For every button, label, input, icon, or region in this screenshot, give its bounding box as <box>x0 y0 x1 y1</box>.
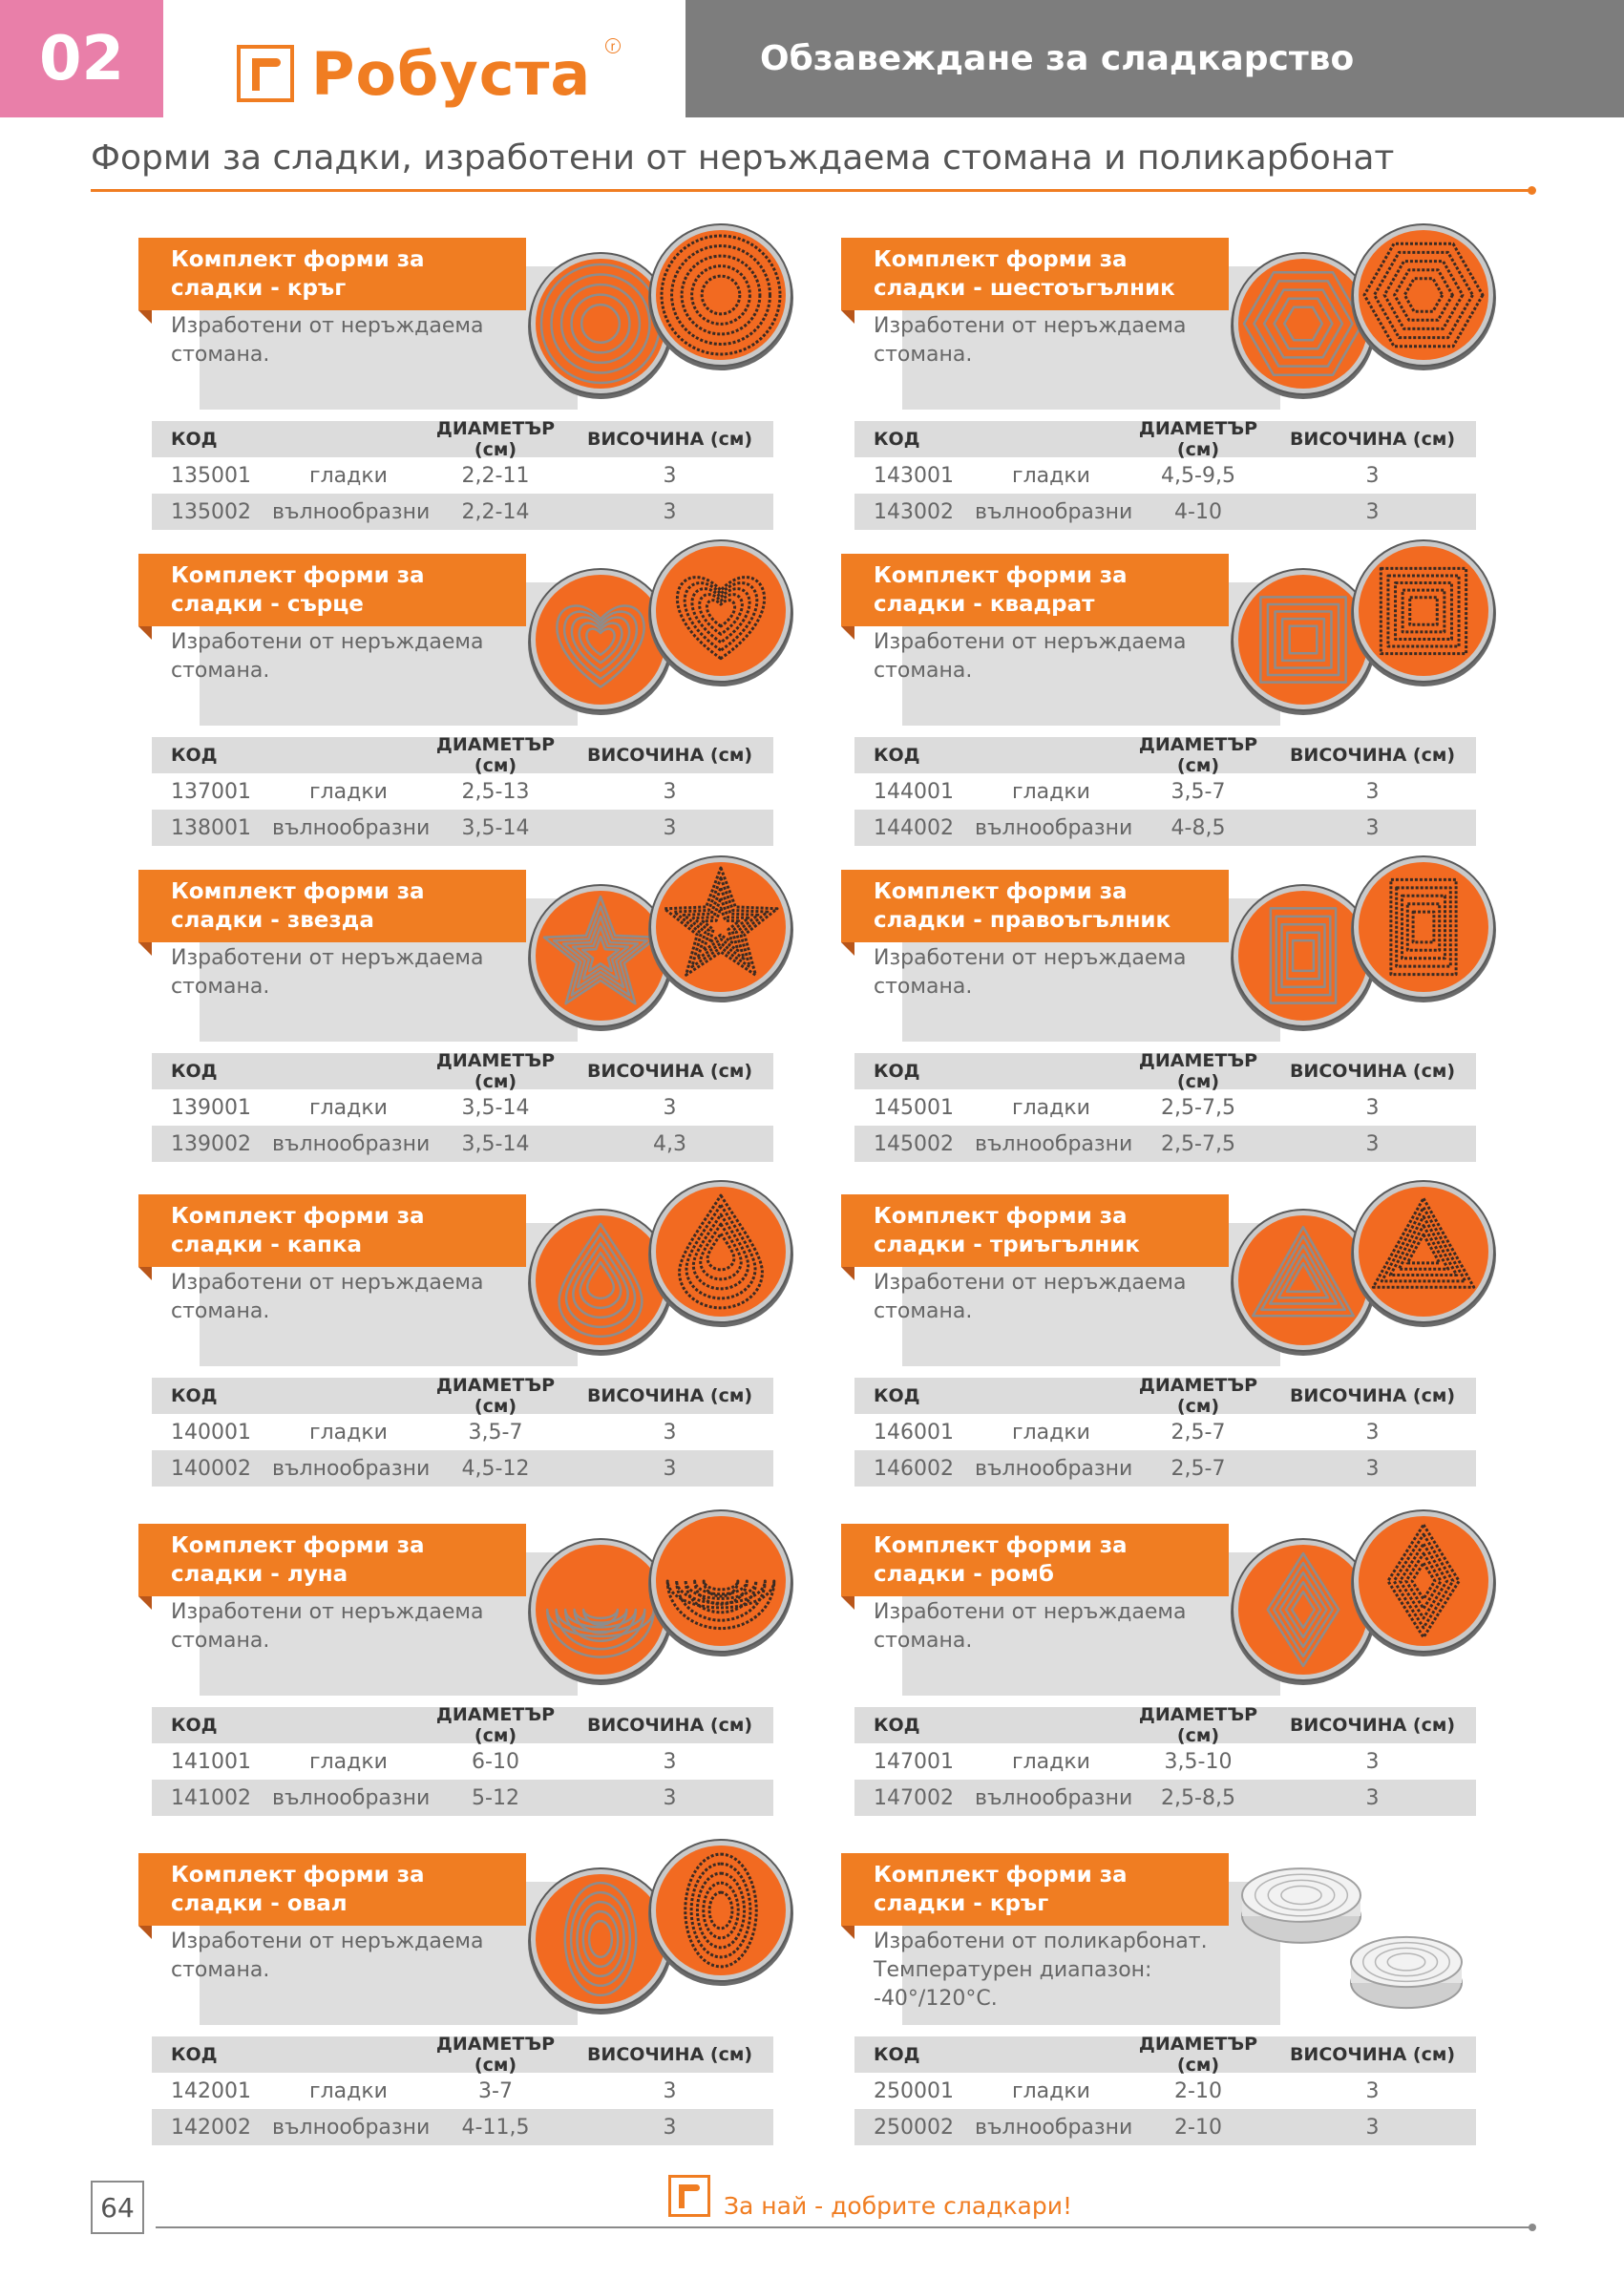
spec-table-header <box>152 1704 773 1746</box>
cell-height: 3 <box>1365 1785 1380 1810</box>
cell-diameter: 2,2-14 <box>461 499 530 524</box>
cell-height: 3 <box>1365 1420 1380 1445</box>
cell-code: 143001 <box>874 463 954 488</box>
product-description: Изработени от неръждаема стомана. <box>171 946 484 999</box>
col-height: ВИСОЧИНА (см) <box>586 429 753 450</box>
cell-type: вълнообразни <box>975 1785 1133 1810</box>
spec-table-header <box>152 418 773 460</box>
cell-height: 3 <box>663 499 677 524</box>
cell-height: 3 <box>663 1456 677 1481</box>
cell-height: 3 <box>1365 779 1380 804</box>
brand-logo <box>237 38 616 109</box>
col-diameter: ДИАМЕТЪР (см) <box>1138 2034 1258 2076</box>
cell-type: вълнообразни <box>975 499 1133 524</box>
cell-type: гладки <box>1012 463 1090 488</box>
cell-code: 145002 <box>874 1131 954 1156</box>
product-card <box>138 1853 835 2206</box>
spec-table <box>854 1050 1476 1162</box>
product-title: Комплект форми за сладки - овал <box>138 1853 526 1926</box>
col-diameter: ДИАМЕТЪР (см) <box>1138 418 1258 460</box>
cell-type: вълнообразни <box>272 1131 431 1156</box>
cell-diameter: 4-10 <box>1174 499 1222 524</box>
cell-diameter: 4,5-12 <box>461 1456 530 1481</box>
col-code: КОД <box>171 2044 218 2065</box>
col-code: КОД <box>874 429 920 450</box>
cell-diameter: 3,5-7 <box>468 1420 523 1445</box>
product-image <box>513 217 799 408</box>
product-title: Комплект форми за сладки - звезда <box>138 870 526 942</box>
cell-type: вълнообразни <box>975 815 1133 840</box>
col-diameter: ДИАМЕТЪР (см) <box>435 2034 556 2076</box>
product-description: Изработени от неръждаема стомана. <box>171 314 484 367</box>
cell-height: 3 <box>1365 815 1380 840</box>
product-image <box>513 849 799 1040</box>
col-height: ВИСОЧИНА (см) <box>586 745 753 766</box>
product-title: Комплект форми за сладки - луна <box>138 1524 526 1596</box>
product-image <box>513 1503 799 1694</box>
spec-table <box>152 1375 773 1487</box>
cell-code: 250001 <box>874 2078 954 2103</box>
cell-height: 3 <box>663 463 677 488</box>
product-card <box>841 1524 1538 1877</box>
section-number: 02 <box>0 0 163 117</box>
product-description: Изработени от неръждаема стомана. <box>171 1600 484 1653</box>
spec-table <box>152 1704 773 1816</box>
cell-type: гладки <box>309 2078 388 2103</box>
cell-height: 3 <box>663 1420 677 1445</box>
cell-height: 3 <box>1365 1095 1380 1120</box>
cell-code: 147001 <box>874 1749 954 1774</box>
cell-code: 140001 <box>171 1420 251 1445</box>
col-diameter: ДИАМЕТЪР (см) <box>435 734 556 776</box>
cell-type: гладки <box>1012 1420 1090 1445</box>
brand-name: Робуста <box>311 38 592 109</box>
spec-table-row <box>854 1414 1476 1450</box>
section-title: Обзавеждане за сладкарство <box>685 0 1624 117</box>
spec-table-row <box>152 1414 773 1450</box>
spec-table-row <box>152 773 773 810</box>
col-code: КОД <box>874 1061 920 1082</box>
cell-height: 3 <box>663 779 677 804</box>
registered-icon: r <box>605 38 621 53</box>
spec-table-header <box>854 418 1476 460</box>
spec-table-row <box>152 2073 773 2109</box>
spec-table-header <box>854 1375 1476 1417</box>
cell-height: 3 <box>1365 2115 1380 2140</box>
cell-diameter: 5-12 <box>472 1785 519 1810</box>
product-image <box>513 533 799 724</box>
cell-diameter: 2,5-7 <box>1171 1456 1226 1481</box>
cell-diameter: 3,5-14 <box>461 815 530 840</box>
cell-height: 3 <box>663 1785 677 1810</box>
spec-table-row <box>854 1743 1476 1780</box>
cell-diameter: 3,5-10 <box>1164 1749 1233 1774</box>
cell-diameter: 2-10 <box>1174 2078 1222 2103</box>
col-diameter: ДИАМЕТЪР (см) <box>435 418 556 460</box>
cell-diameter: 2,5-7,5 <box>1161 1095 1235 1120</box>
col-code: КОД <box>171 1385 218 1406</box>
cell-type: гладки <box>309 779 388 804</box>
cell-code: 144002 <box>874 815 954 840</box>
cell-diameter: 2,5-7 <box>1171 1420 1226 1445</box>
col-height: ВИСОЧИНА (см) <box>1289 1715 1456 1736</box>
spec-table-row <box>854 1126 1476 1162</box>
spec-table-header <box>854 734 1476 776</box>
cell-code: 144001 <box>874 779 954 804</box>
spec-table-row <box>854 1780 1476 1816</box>
product-image <box>1215 1503 1502 1694</box>
product-description: Изработени от неръждаема стомана. <box>874 1600 1187 1653</box>
product-card <box>138 1194 835 1548</box>
product-image <box>1215 1173 1502 1364</box>
product-title: Комплект форми за сладки - триъгълник <box>841 1194 1229 1267</box>
spec-table <box>152 1050 773 1162</box>
cell-code: 141002 <box>171 1785 251 1810</box>
cell-code: 140002 <box>171 1456 251 1481</box>
cell-diameter: 2,5-8,5 <box>1161 1785 1235 1810</box>
cell-height: 3 <box>663 2115 677 2140</box>
col-height: ВИСОЧИНА (см) <box>586 2044 753 2065</box>
cell-type: вълнообразни <box>975 1131 1133 1156</box>
spec-table <box>152 734 773 846</box>
cell-code: 146001 <box>874 1420 954 1445</box>
cell-code: 135001 <box>171 463 251 488</box>
product-description: Изработени от неръждаема стомана. <box>874 630 1187 683</box>
product-card <box>138 870 835 1223</box>
cell-type: вълнообразни <box>975 1456 1133 1481</box>
cell-height: 3 <box>1365 2078 1380 2103</box>
spec-table-row <box>152 2109 773 2145</box>
product-card <box>138 1524 835 1877</box>
col-diameter: ДИАМЕТЪР (см) <box>1138 1704 1258 1746</box>
page-title: Форми за сладки, изработени от неръждаема стомана и поликарбонат <box>91 138 1395 178</box>
spec-table-row <box>152 1450 773 1487</box>
product-description: Изработени от поликарбонат. Температурен диапазон: -40°/120°C. <box>874 1930 1208 2011</box>
product-title: Комплект форми за сладки - правоъгълник <box>841 870 1229 942</box>
title-divider <box>91 189 1532 192</box>
cell-type: гладки <box>1012 1095 1090 1120</box>
product-image <box>1215 1832 1502 2023</box>
cell-height: 3 <box>1365 499 1380 524</box>
spec-table <box>854 418 1476 530</box>
col-code: КОД <box>171 1715 218 1736</box>
spec-table-row <box>152 1089 773 1126</box>
spec-table <box>152 418 773 530</box>
col-height: ВИСОЧИНА (см) <box>586 1385 753 1406</box>
col-diameter: ДИАМЕТЪР (см) <box>435 1704 556 1746</box>
cell-code: 147002 <box>874 1785 954 1810</box>
cell-height: 3 <box>663 815 677 840</box>
brand-logo-icon <box>237 45 294 102</box>
cell-height: 4,3 <box>653 1131 686 1156</box>
footer-logo-icon <box>668 2175 710 2217</box>
spec-table-header <box>152 2034 773 2076</box>
footer-divider <box>156 2226 1532 2228</box>
cell-code: 135002 <box>171 499 251 524</box>
cell-code: 139002 <box>171 1131 251 1156</box>
col-code: КОД <box>874 745 920 766</box>
product-description: Изработени от неръждаема стомана. <box>874 1271 1187 1323</box>
cell-diameter: 2,5-7,5 <box>1161 1131 1235 1156</box>
col-height: ВИСОЧИНА (см) <box>1289 2044 1456 2065</box>
col-height: ВИСОЧИНА (см) <box>586 1715 753 1736</box>
product-title: Комплект форми за сладки - капка <box>138 1194 526 1267</box>
cell-diameter: 6-10 <box>472 1749 519 1774</box>
cell-type: вълнообразни <box>272 815 431 840</box>
cell-type: гладки <box>1012 2078 1090 2103</box>
cell-diameter: 2,2-11 <box>461 463 530 488</box>
cell-height: 3 <box>1365 1749 1380 1774</box>
spec-table-row <box>152 1780 773 1816</box>
cell-code: 141001 <box>171 1749 251 1774</box>
spec-table-row <box>854 773 1476 810</box>
cell-type: гладки <box>309 1420 388 1445</box>
cell-height: 3 <box>1365 463 1380 488</box>
cell-diameter: 3,5-14 <box>461 1095 530 1120</box>
cell-code: 146002 <box>874 1456 954 1481</box>
product-title: Комплект форми за сладки - кръг <box>841 1853 1229 1926</box>
col-diameter: ДИАМЕТЪР (см) <box>1138 1050 1258 1092</box>
spec-table-row <box>854 810 1476 846</box>
col-code: КОД <box>874 2044 920 2065</box>
spec-table <box>854 1704 1476 1816</box>
cell-code: 137001 <box>171 779 251 804</box>
col-code: КОД <box>171 745 218 766</box>
col-code: КОД <box>874 1385 920 1406</box>
spec-table-row <box>152 1126 773 1162</box>
product-image <box>513 1173 799 1364</box>
cell-height: 3 <box>1365 1131 1380 1156</box>
cell-type: вълнообразни <box>272 1456 431 1481</box>
product-card <box>841 1853 1538 2206</box>
spec-table-row <box>152 1743 773 1780</box>
product-description: Изработени от неръждаема стомана. <box>171 1930 484 1982</box>
spec-table-row <box>854 494 1476 530</box>
spec-table <box>152 2036 773 2145</box>
product-title: Комплект форми за сладки - сърце <box>138 554 526 626</box>
cell-diameter: 4-11,5 <box>461 2115 530 2140</box>
spec-table <box>854 2036 1476 2145</box>
product-description: Изработени от неръждаема стомана. <box>171 1271 484 1323</box>
col-diameter: ДИАМЕТЪР (см) <box>435 1050 556 1092</box>
cell-code: 143002 <box>874 499 954 524</box>
cell-height: 3 <box>663 1749 677 1774</box>
cell-type: вълнообразни <box>272 499 431 524</box>
spec-table-row <box>854 1450 1476 1487</box>
cell-diameter: 2-10 <box>1174 2115 1222 2140</box>
spec-table-header <box>152 734 773 776</box>
col-code: КОД <box>874 1715 920 1736</box>
product-title: Комплект форми за сладки - ромб <box>841 1524 1229 1596</box>
col-code: КОД <box>171 1061 218 1082</box>
spec-table-header <box>152 1050 773 1092</box>
footer-slogan: За най - добрите сладкари! <box>724 2192 1073 2220</box>
cell-diameter: 4-8,5 <box>1171 815 1226 840</box>
product-image <box>513 1832 799 2023</box>
cell-type: гладки <box>309 1749 388 1774</box>
cell-diameter: 2,5-13 <box>461 779 530 804</box>
cell-type: вълнообразни <box>272 2115 431 2140</box>
product-image <box>1215 849 1502 1040</box>
spec-table <box>854 734 1476 846</box>
product-title: Комплект форми за сладки - шестоъгълник <box>841 238 1229 310</box>
product-description: Изработени от неръждаема стомана. <box>171 630 484 683</box>
page-number: 64 <box>91 2181 144 2234</box>
cell-code: 145001 <box>874 1095 954 1120</box>
cell-type: гладки <box>309 463 388 488</box>
product-card <box>841 870 1538 1223</box>
cell-height: 3 <box>663 2078 677 2103</box>
col-code: КОД <box>171 429 218 450</box>
cell-type: гладки <box>1012 1749 1090 1774</box>
cell-diameter: 3,5-14 <box>461 1131 530 1156</box>
col-height: ВИСОЧИНА (см) <box>586 1061 753 1082</box>
cell-type: вълнообразни <box>272 1785 431 1810</box>
spec-table-row <box>854 1089 1476 1126</box>
product-description: Изработени от неръждаема стомана. <box>874 314 1187 367</box>
product-description: Изработени от неръждаема стомана. <box>874 946 1187 999</box>
cell-diameter: 4,5-9,5 <box>1161 463 1235 488</box>
spec-table-header <box>152 1375 773 1417</box>
col-diameter: ДИАМЕТЪР (см) <box>1138 734 1258 776</box>
product-card <box>841 1194 1538 1548</box>
product-image <box>1215 217 1502 408</box>
cell-diameter: 3-7 <box>478 2078 513 2103</box>
spec-table-row <box>854 2109 1476 2145</box>
cell-height: 3 <box>1365 1456 1380 1481</box>
spec-table-row <box>854 457 1476 494</box>
product-image <box>1215 533 1502 724</box>
cell-code: 139001 <box>171 1095 251 1120</box>
col-height: ВИСОЧИНА (см) <box>1289 1061 1456 1082</box>
spec-table-row <box>854 2073 1476 2109</box>
cell-type: гладки <box>1012 779 1090 804</box>
spec-table-row <box>152 810 773 846</box>
col-height: ВИСОЧИНА (см) <box>1289 429 1456 450</box>
col-diameter: ДИАМЕТЪР (см) <box>1138 1375 1258 1417</box>
product-title: Комплект форми за сладки - кръг <box>138 238 526 310</box>
spec-table-header <box>854 1050 1476 1092</box>
spec-table-row <box>152 494 773 530</box>
cell-type: вълнообразни <box>975 2115 1133 2140</box>
cell-height: 3 <box>663 1095 677 1120</box>
col-height: ВИСОЧИНА (см) <box>1289 745 1456 766</box>
col-height: ВИСОЧИНА (см) <box>1289 1385 1456 1406</box>
col-diameter: ДИАМЕТЪР (см) <box>435 1375 556 1417</box>
cell-code: 142002 <box>171 2115 251 2140</box>
cell-code: 138001 <box>171 815 251 840</box>
cell-type: гладки <box>309 1095 388 1120</box>
product-title: Комплект форми за сладки - квадрат <box>841 554 1229 626</box>
spec-table-row <box>152 457 773 494</box>
cell-code: 250002 <box>874 2115 954 2140</box>
spec-table-header <box>854 1704 1476 1746</box>
spec-table-header <box>854 2034 1476 2076</box>
cell-code: 142001 <box>171 2078 251 2103</box>
cell-diameter: 3,5-7 <box>1171 779 1226 804</box>
spec-table <box>854 1375 1476 1487</box>
